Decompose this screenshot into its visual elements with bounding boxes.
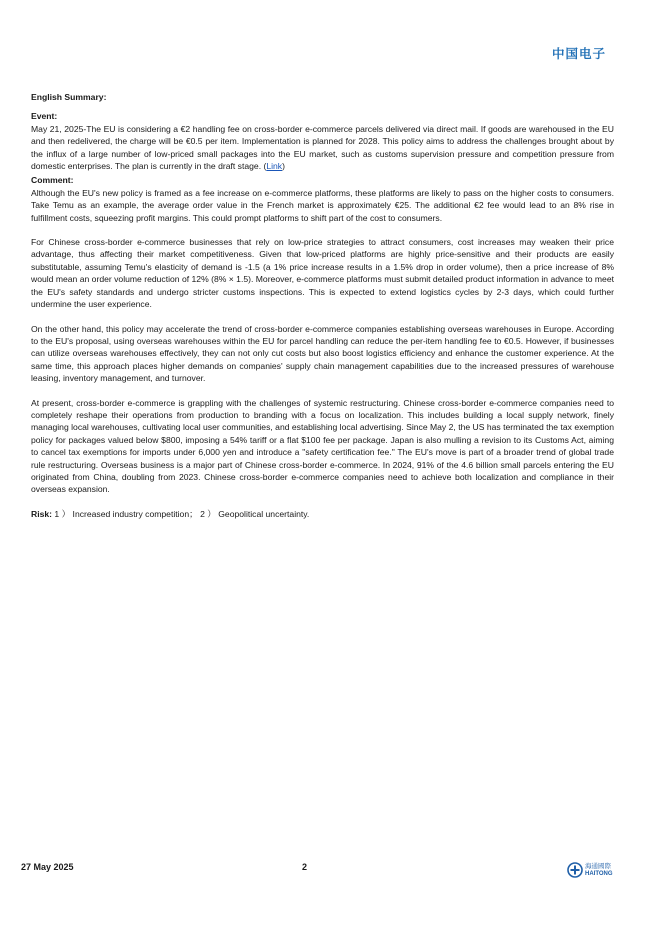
logo-text-cn: 海通國際	[585, 862, 611, 870]
summary-title: English Summary:	[31, 92, 107, 102]
source-link[interactable]: Link	[266, 161, 283, 172]
event-label: Event:	[31, 111, 58, 122]
risk-label: Risk:	[31, 508, 53, 519]
comment-paragraph-2: For Chinese cross-border e-commerce businesses that rely on low-price strategies to attract consumers, cost increases may weaken their price advantage, thus affecting their market competitiveness. Given that low-priced platforms are highly price-sensitive and their products are easily substitutable, assuming Temu's elasticity of demand is -1.5 (a 1% price increase results in a 1.5% drop in order volume), then a price increase of 8% would mean an order volume reduction of 12% (8% × 1.5). Moreover, e-commerce platforms must submit detailed product information in advance to meet the EU's safety standards and undergo stricter customs inspections. This is expected to extend logistics cycles by 2-3 days, which could further undermine the user experience.	[31, 237, 614, 310]
comment-paragraph-3: On the other hand, this policy may accelerate the trend of cross-border e-commerce companies establishing overseas warehouses in Europe. According to the EU's proposal, using overseas warehouses within the EU for parcel handling can reduce the per-item handling fee to €0.5. However, if businesses can utilize overseas warehouses effectively, they can not only cut costs but also boost logistics efficiency and enhance the customer experience. At the same time, this approach places higher demands on companies' supply chain management capabilities due to the increased pressures of warehouse leasing, inventory management, and turnover.	[31, 323, 614, 384]
header-brand: 中国电子	[551, 46, 606, 61]
haitong-logo	[567, 862, 613, 878]
comment-label: Comment:	[31, 175, 74, 186]
report-body	[31, 91, 614, 520]
comment-paragraph-1: Although the EU's new policy is framed as a fee increase on e-commerce platforms, these platforms are likely to pass on the higher costs to consumers. Take Temu as an example, the average order value in the French market is approximately €25. The additional €2 fee would lead to an 8% rise in fulfillment costs, squeezing profit margins. This could prompt platforms to shift part of the cost to consumers.	[31, 187, 614, 223]
footer-date: 27 May 2025	[21, 862, 74, 872]
event-paragraph	[31, 123, 614, 173]
risk-line	[31, 508, 614, 520]
event-text: May 21, 2025-The EU is considering a €2 handling fee on cross-border e-commerce parcels delivered via direct mail. If goods are warehoused in the EU and then redelivered, the charge will be €0.5 per item. Implementation is planned for 2028. This policy aims to address the challenges brought about by the influx of a large number of low-priced small packages into the EU market, such as customs supervision pressure and competition pressure from domestic enterprises. The plan is currently in the draft stage. (	[31, 123, 614, 172]
logo-text-en: HAITONG	[585, 871, 613, 877]
comment-paragraph-4: At present, cross-border e-commerce is grappling with the challenges of systemic restructuring. Chinese cross-border e-commerce companies need to completely reshape their operations from production to branding with a focus on localization. This includes building a local supply network, finely managing local warehouses, cultivating local user communities, and establishing local advertising. Since May 2, the US has terminated the tax exemption policy for packages valued below $800, imposing a 54% tariff or a flat $100 fee per package. Japan is also mulling a revision to its Customs Act, aiming to cancel tax exemptions for imports under 6,000 yen and introduce a "safety certification fee." The EU's move is part of a broader trend of global trade rule restructuring. Overseas business is a major part of Chinese cross-border e-commerce. In 2024, 91% of the 4.6 billion small parcels entering the EU originated from China, doubling from 2023. Chinese cross-border e-commerce companies need to achieve both localization and compliance in their overseas expansion.	[31, 397, 614, 495]
risk-text: 1 ） Increased industry competition； 2 ） Geopolitical uncertainty.	[52, 508, 310, 519]
page-number: 2	[302, 862, 308, 872]
haitong-logo-icon	[567, 862, 583, 878]
event-text-end: )	[282, 161, 285, 172]
